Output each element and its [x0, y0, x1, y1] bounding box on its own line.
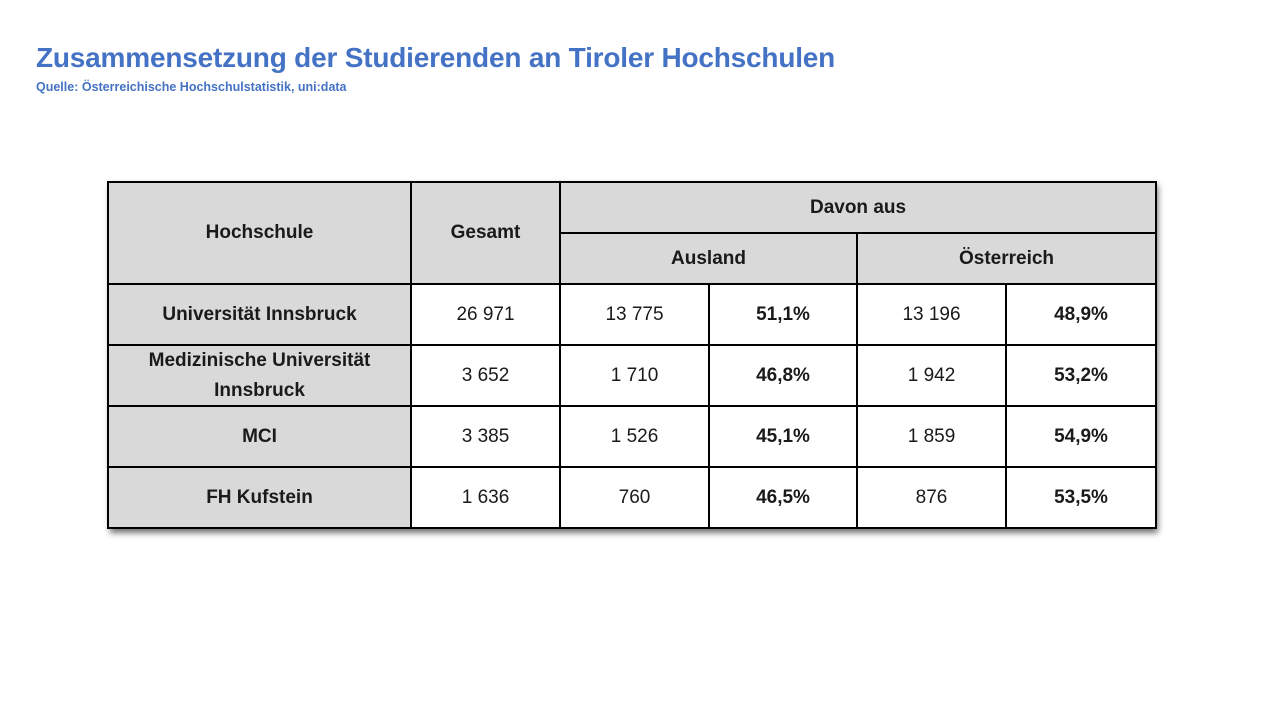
cell-gesamt: 1 636: [411, 467, 560, 528]
cell-gesamt: 3 385: [411, 406, 560, 467]
cell-gesamt: 26 971: [411, 284, 560, 345]
cell-ausland-count: 1 710: [560, 345, 709, 406]
cell-ausland-count: 13 775: [560, 284, 709, 345]
cell-oesterreich-count: 1 942: [857, 345, 1006, 406]
row-hochschule-name: MCI: [108, 406, 411, 467]
table-row: [108, 406, 1156, 467]
header-davon-aus: Davon aus: [560, 182, 1156, 233]
table-row: [108, 345, 1156, 406]
header-row-top: [108, 182, 1156, 233]
table-row: [108, 467, 1156, 528]
cell-oesterreich-count: 13 196: [857, 284, 1006, 345]
row-hochschule-name: Universität Innsbruck: [108, 284, 411, 345]
slide-title: Zusammensetzung der Studierenden an Tiroler Hochschulen: [36, 42, 836, 73]
cell-ausland-percent: 46,8%: [709, 345, 857, 406]
cell-oesterreich-percent: 48,9%: [1006, 284, 1156, 345]
cell-ausland-percent: 45,1%: [709, 406, 857, 467]
table-frame: [107, 181, 1155, 529]
table-row: [108, 284, 1156, 345]
header-oesterreich: Österreich: [857, 233, 1156, 284]
cell-ausland-count: 760: [560, 467, 709, 528]
cell-ausland-count: 1 526: [560, 406, 709, 467]
row-hochschule-name: Medizinische Universität Innsbruck: [108, 345, 411, 406]
header-gesamt: Gesamt: [411, 182, 560, 284]
cell-gesamt: 3 652: [411, 345, 560, 406]
cell-oesterreich-percent: 53,5%: [1006, 467, 1156, 528]
students-table: [107, 181, 1157, 529]
cell-ausland-percent: 46,5%: [709, 467, 857, 528]
header-hochschule: Hochschule: [108, 182, 411, 284]
slide-source: Quelle: Österreichische Hochschulstatistik, uni:data: [36, 80, 347, 94]
cell-oesterreich-count: 1 859: [857, 406, 1006, 467]
cell-oesterreich-percent: 53,2%: [1006, 345, 1156, 406]
cell-ausland-percent: 51,1%: [709, 284, 857, 345]
cell-oesterreich-percent: 54,9%: [1006, 406, 1156, 467]
header-ausland: Ausland: [560, 233, 857, 284]
cell-oesterreich-count: 876: [857, 467, 1006, 528]
row-hochschule-name: FH Kufstein: [108, 467, 411, 528]
